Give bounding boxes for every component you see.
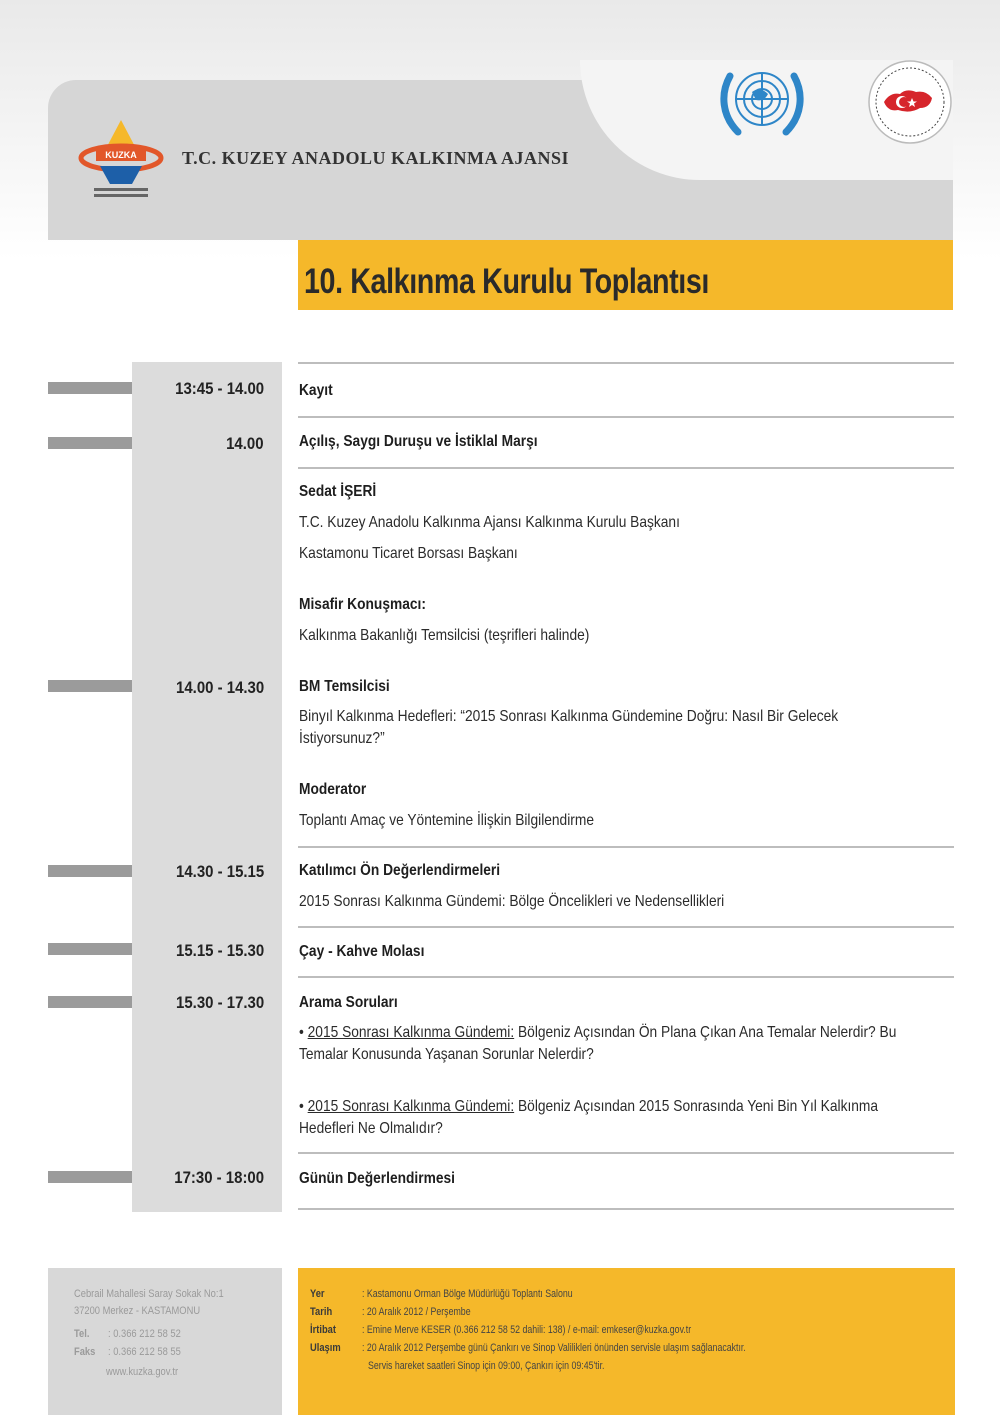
- un-emblem-icon: [712, 56, 812, 142]
- agenda-item-description: 2015 Sonrası Kalkınma Gündemi: Bölge Öncelikleri ve Nedensellikleri: [299, 893, 725, 910]
- time-column: [132, 362, 282, 1212]
- info-value-irtibat: : Emine Merve KESER (0.366 212 58 52 dahili: 138) / e-mail: emkeser@kuzka.gov.tr: [362, 1324, 692, 1336]
- info-value-ulasim-detail: Servis hareket saatleri Sinop için 09:00, Çankırı için 09:45'tir.: [368, 1360, 605, 1372]
- info-value-tarih: : 20 Aralık 2012 / Perşembe: [362, 1306, 471, 1318]
- footer-address-line: Cebrail Mahallesi Saray Sokak No:1: [74, 1288, 224, 1300]
- question-topic: 2015 Sonrası Kalkınma Gündemi:: [307, 1098, 515, 1115]
- speaker-role: T.C. Kuzey Anadolu Kalkınma Ajansı Kalkınma Kurulu Başkanı: [299, 514, 680, 531]
- agenda-item-title: Katılımcı Ön Değerlendirmeleri: [299, 862, 501, 879]
- row-marker-bar: [48, 437, 132, 449]
- info-label-yer: Yer: [310, 1288, 325, 1300]
- speaker-role: Toplantı Amaç ve Yöntemine İlişkin Bilgilendirme: [299, 812, 594, 829]
- agenda-item-title: Çay - Kahve Molası: [299, 943, 425, 960]
- speaker-role: Binyıl Kalkınma Hedefleri: “2015 Sonrası Kalkınma Gündemine Doğru: Nasıl Bir Gelecek İstiyorsunuz?”: [299, 708, 839, 747]
- separator-line: [298, 416, 954, 418]
- separator-line: [298, 976, 954, 978]
- question-text: Bölgeniz Açısından 2015 Sonrasında Yeni Bin Yıl Kalkınma Hedefleri Ne Olmalıdır?: [299, 1098, 879, 1137]
- info-label-irtibat: İrtibat: [310, 1324, 336, 1336]
- question-topic: 2015 Sonrası Kalkınma Gündemi:: [307, 1024, 515, 1041]
- separator-line: [298, 926, 954, 928]
- organization-name: T.C. KUZEY ANADOLU KALKINMA AJANSI: [182, 148, 570, 168]
- kuzka-logo-icon: [78, 118, 164, 204]
- speaker-name: Sedat İŞERİ: [299, 483, 377, 500]
- row-marker-bar: [48, 865, 132, 877]
- time-label: 14.30 - 15.15: [175, 862, 264, 881]
- agenda-item-title: Kayıt: [299, 382, 333, 399]
- question-item: • 2015 Sonrası Kalkınma Gündemi: Bölgeniz Açısından 2015 Sonrasında Yeni Bin Yıl Kalkınma Hedefleri Ne Olmalıdır?: [299, 1098, 879, 1137]
- time-label: 15.30 - 17.30: [175, 993, 264, 1012]
- kuzka-logo-text: KUZKA: [105, 150, 137, 160]
- footer-website-link[interactable]: www.kuzka.gov.tr: [106, 1366, 179, 1378]
- footer-address-line: 37200 Merkez - KASTAMONU: [74, 1305, 201, 1317]
- time-label: 17:30 - 18:00: [174, 1168, 264, 1187]
- row-marker-bar: [48, 1171, 132, 1183]
- speaker-name: Moderator: [299, 781, 367, 798]
- time-label: 13:45 - 14.00: [174, 379, 264, 398]
- speaker-name: BM Temsilcisi: [299, 678, 390, 695]
- separator-line: [298, 362, 954, 364]
- agenda-item-title: Günün Değerlendirmesi: [299, 1170, 455, 1187]
- footer-fax: : 0.366 212 58 55: [108, 1346, 181, 1358]
- agenda-item-title: Açılış, Saygı Duruşu ve İstiklal Marşı: [299, 433, 538, 450]
- info-label-tarih: Tarih: [310, 1306, 333, 1318]
- question-text: Bölgeniz Açısından Ön Plana Çıkan Ana Temalar Nelerdir? Bu Temalar Konusunda Yaşanan Sorunlar Nelerdir?: [299, 1024, 897, 1063]
- separator-line: [298, 467, 954, 469]
- row-marker-bar: [48, 382, 132, 394]
- footer-tel: : 0.366 212 58 52: [108, 1328, 181, 1340]
- speaker-role: Kalkınma Bakanlığı Temsilcisi (teşrifleri halinde): [299, 627, 590, 644]
- speaker-name: Misafir Konuşmacı:: [299, 596, 426, 613]
- question-item: • 2015 Sonrası Kalkınma Gündemi: Bölgeniz Açısından Ön Plana Çıkan Ana Temalar Nelerdir? Bu Temalar Konusunda Yaşanan Sorunlar Nelerdir?: [299, 1024, 897, 1063]
- agenda-item-title: Arama Soruları: [299, 994, 398, 1011]
- info-label-ulasim: Ulaşım: [310, 1342, 341, 1354]
- time-label: 14.00: [226, 434, 264, 453]
- separator-line: [298, 1208, 954, 1210]
- turkey-ministry-seal-icon: [866, 58, 954, 146]
- footer-fax-label: Faks: [74, 1346, 96, 1358]
- time-label: 15.15 - 15.30: [175, 941, 264, 960]
- row-marker-bar: [48, 996, 132, 1008]
- separator-line: [298, 846, 954, 848]
- page-title: 10. Kalkınma Kurulu Toplantısı: [304, 262, 709, 301]
- separator-line: [298, 1152, 954, 1154]
- speaker-role: Kastamonu Ticaret Borsası Başkanı: [299, 545, 518, 562]
- row-marker-bar: [48, 943, 132, 955]
- time-label: 14.00 - 14.30: [175, 678, 264, 697]
- info-value-ulasim: : 20 Aralık 2012 Perşembe günü Çankırı ve Sinop Valilikleri önünden servisle ulaşım sağlanacaktır.: [362, 1342, 746, 1354]
- row-marker-bar: [48, 680, 132, 692]
- info-value-yer: : Kastamonu Orman Bölge Müdürlüğü Toplantı Salonu: [362, 1288, 573, 1300]
- footer-tel-label: Tel.: [74, 1328, 90, 1340]
